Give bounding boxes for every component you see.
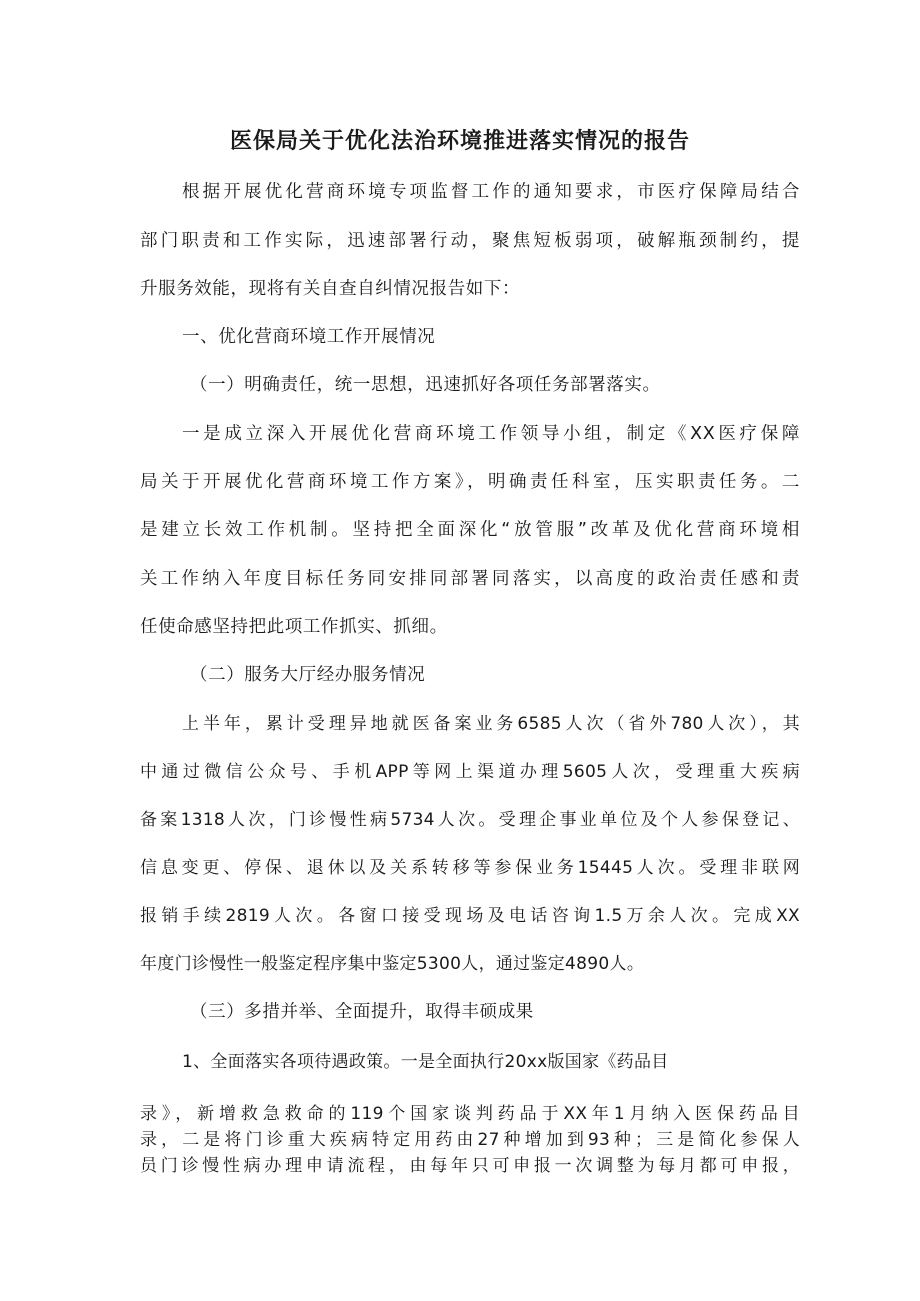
paragraph-line: 中通过微信公众号、手机APP等网上渠道办理5605人次，受理重大疾病	[140, 762, 800, 782]
paragraph-line: 局关于开展优化营商环境工作方案》，明确责任科室，压实职责任务。二	[140, 472, 800, 492]
subsection-heading: （一）明确责任，统一思想，迅速抓好各项任务部署落实。	[190, 375, 661, 395]
paragraph-line: 录》，新增救急救命的119个国家谈判药品于XX年1月纳入医保药品目	[140, 1104, 800, 1124]
document-title: 医保局关于优化法治环境推进落实情况的报告	[229, 129, 690, 154]
paragraph-line: 升服务效能，现将有关自查自纠情况报告如下：	[140, 279, 521, 299]
paragraph-line: 1、全面落实各项待遇政策。一是全面执行20xx版国家《药品目	[182, 1052, 669, 1072]
paragraph-line: 关工作纳入年度目标任务同安排同部署同落实，以高度的政治责任感和责	[140, 569, 800, 589]
paragraph-line: 上半年，累计受理异地就医备案业务6585人次（省外780人次），其	[182, 714, 800, 734]
paragraph-line: 员门诊慢性病办理申请流程，由每年只可申报一次调整为每月都可申报，	[140, 1156, 800, 1176]
subsection-heading: （三）多措并举、全面提升，取得丰硕成果	[190, 1002, 534, 1022]
paragraph-line: 部门职责和工作实际，迅速部署行动，聚焦短板弱项，破解瓶颈制约，提	[140, 231, 800, 251]
paragraph-line: 一是成立深入开展优化营商环境工作领导小组，制定《XX医疗保障	[182, 424, 800, 444]
section-heading: 一、优化营商环境工作开展情况	[182, 327, 436, 347]
paragraph-line: 录，二是将门诊重大疾病特定用药由27种增加到93种；三是简化参保人	[140, 1130, 800, 1150]
paragraph-line: 信息变更、停保、退休以及关系转移等参保业务15445人次。受理非联网	[140, 858, 800, 878]
paragraph-line: 年度门诊慢性一般鉴定程序集中鉴定5300人，通过鉴定4890人。	[140, 954, 645, 974]
paragraph-line: 备案1318人次，门诊慢性病5734人次。受理企事业单位及个人参保登记、	[140, 810, 800, 830]
subsection-heading: （二）服务大厅经办服务情况	[190, 665, 426, 685]
paragraph-line: 报销手续2819人次。各窗口接受现场及电话咨询1.5万余人次。完成XX	[140, 906, 800, 926]
paragraph-line: 是建立长效工作机制。坚持把全面深化“放管服”改革及优化营商环境相	[140, 520, 800, 540]
paragraph-line: 根据开展优化营商环境专项监督工作的通知要求，市医疗保障局结合	[182, 182, 800, 202]
paragraph-line: 任使命感坚持把此项工作抓实、抓细。	[140, 617, 448, 637]
